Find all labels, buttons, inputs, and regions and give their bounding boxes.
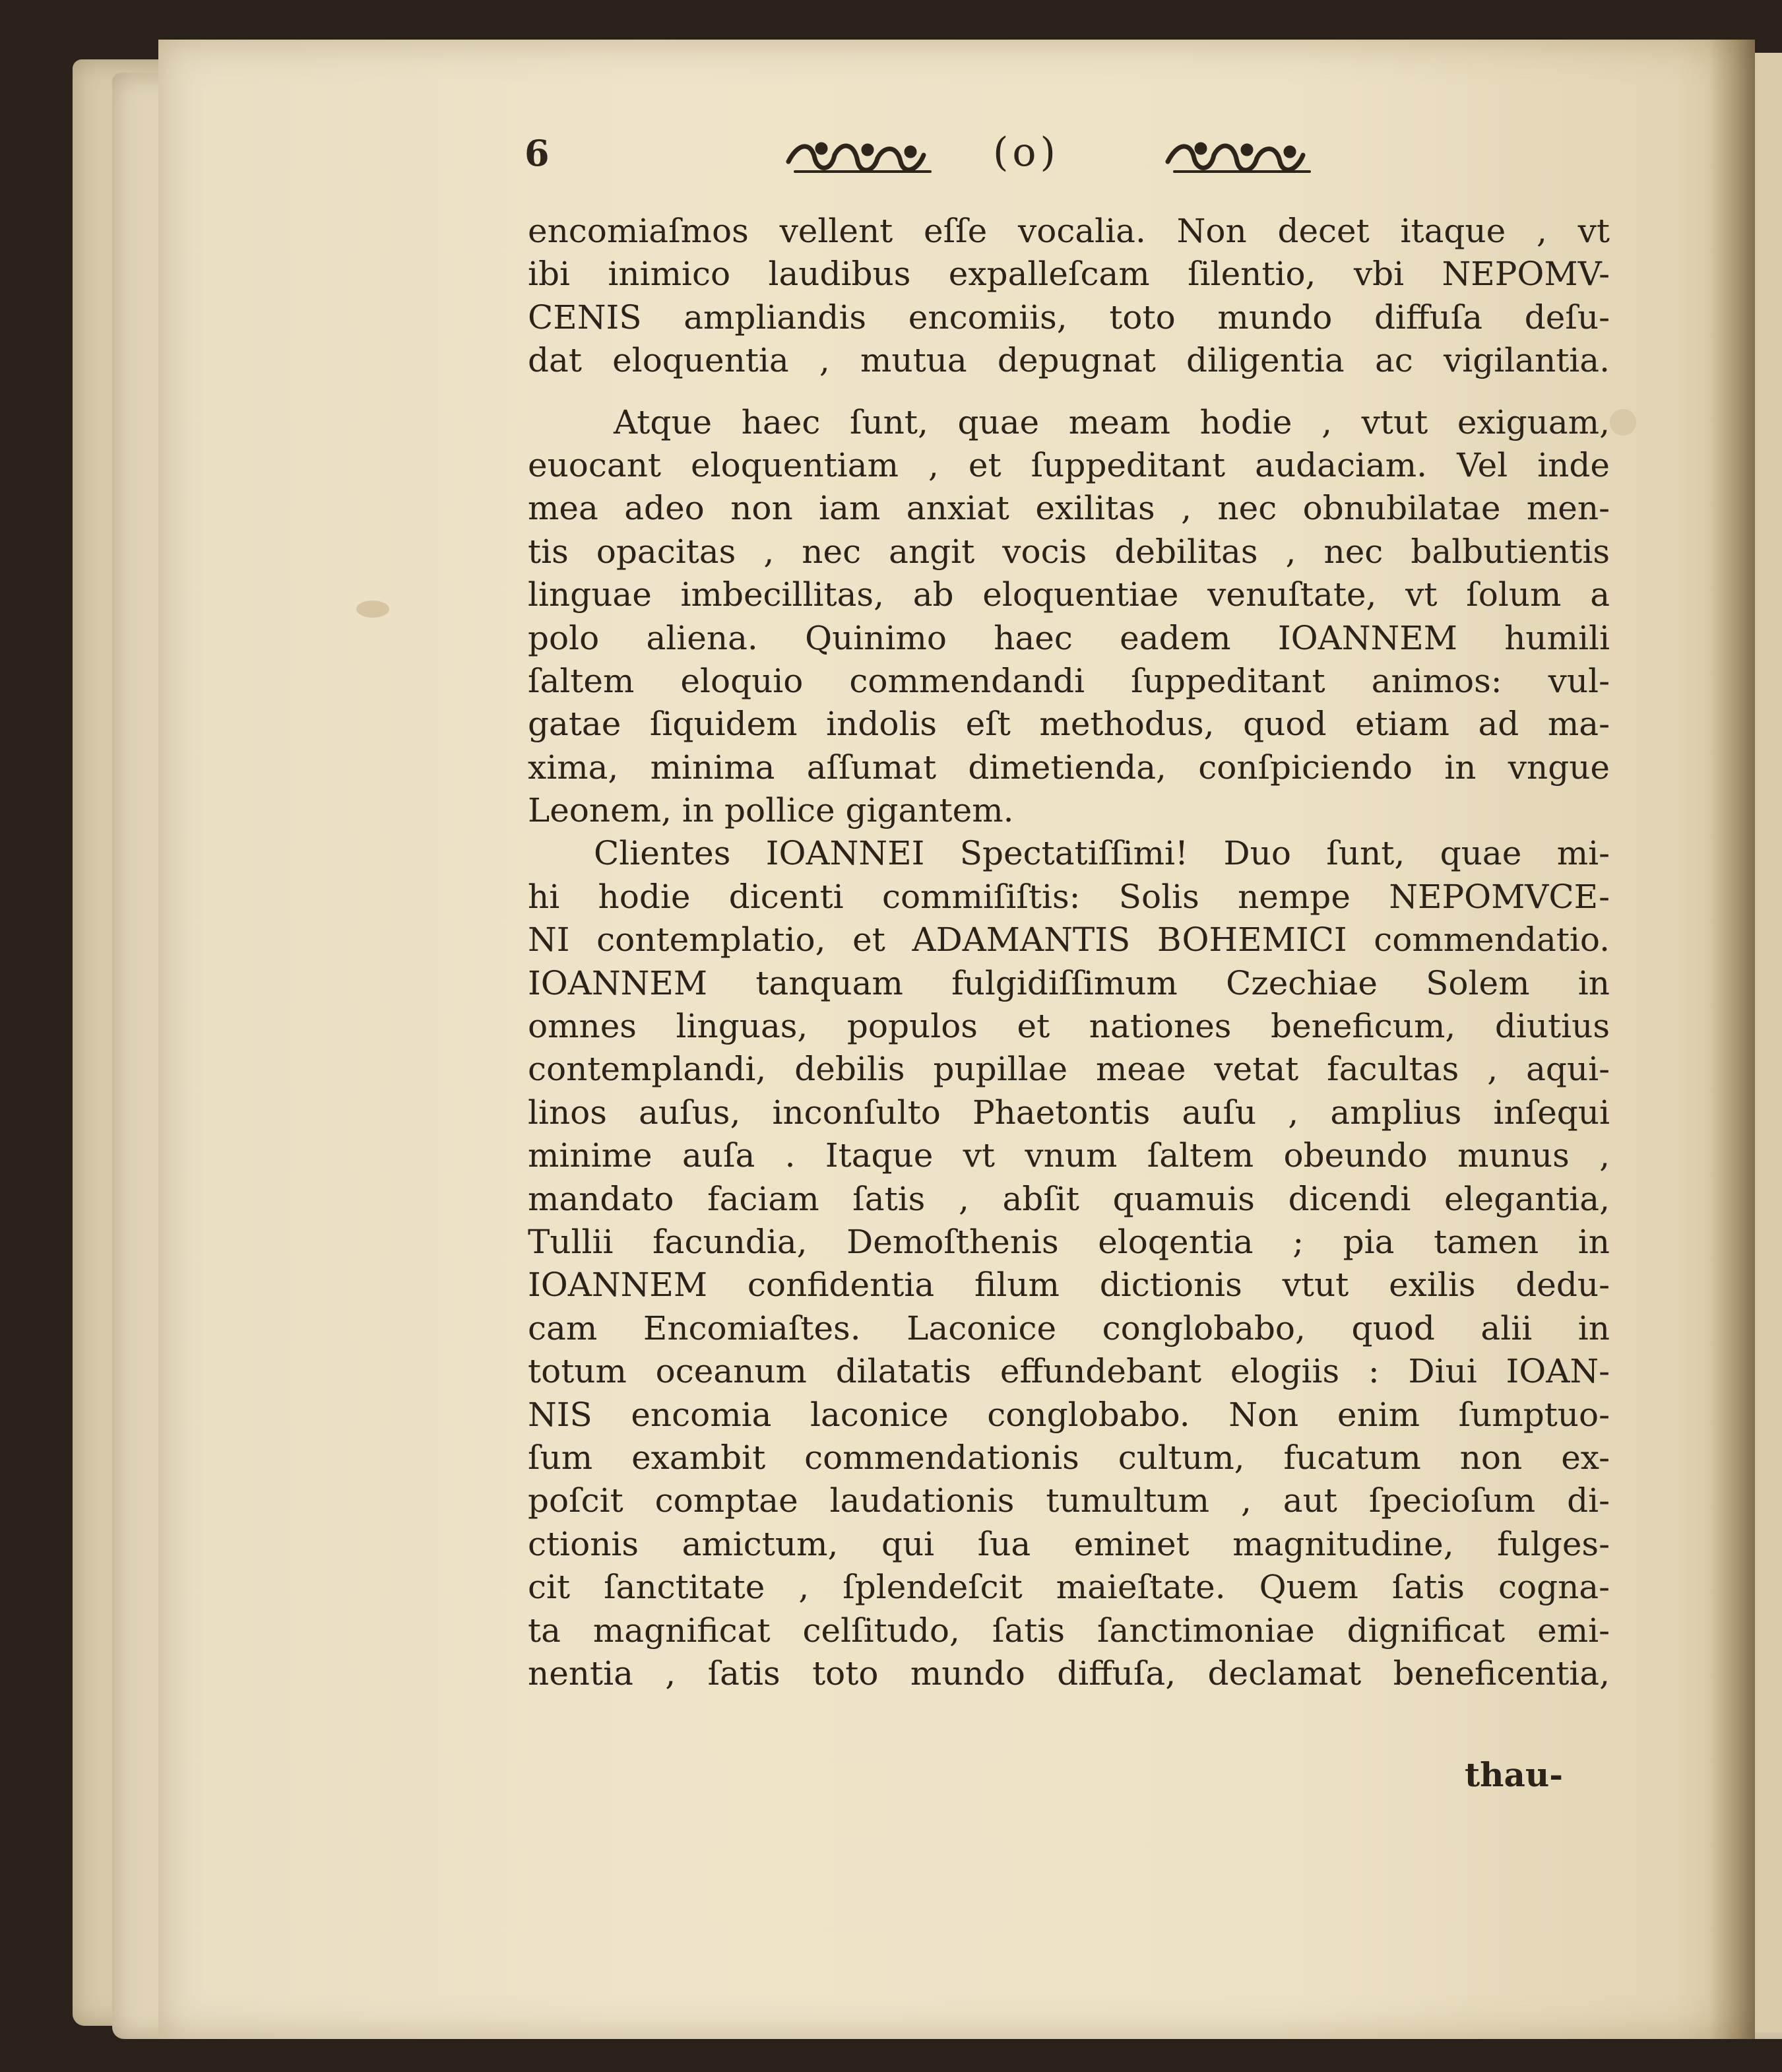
paragraph-3 xyxy=(528,832,1610,1695)
text-line: ſaltem eloquio commendandi ſuppeditant animos: vul- xyxy=(528,661,1610,700)
text-line: minime auſa . Itaque vt vnum ſaltem obeundo munus , xyxy=(528,1136,1610,1175)
text-line: cam Encomiaſtes. Laconice conglobabo, quod alii in xyxy=(528,1309,1610,1347)
text-line: mandato faciam ſatis , abſit quamuis dicendi elegantia, xyxy=(528,1179,1610,1218)
text-line: totum oceanum dilatatis effundebant elogiis : Diui IOAN- xyxy=(528,1352,1610,1391)
text-line: ibi inimico laudibus expalleſcam ſilentio, vbi NEPOMV- xyxy=(528,255,1610,294)
paper-stain xyxy=(1610,409,1636,436)
text-line: contemplandi, debilis pupillae meae vetat facultas , aqui- xyxy=(528,1050,1610,1089)
text-line: Clientes IOANNEI Spectatiſſimi! Duo ſunt, quae mi- xyxy=(594,834,1610,873)
text-line: omnes linguas, populos et nationes beneficum, diutius xyxy=(528,1007,1610,1046)
catchword: thau- xyxy=(1465,1755,1563,1794)
facing-page-edge xyxy=(1752,53,1782,2032)
text-line: CENIS ampliandis encomiis, toto mundo diffuſa deſu- xyxy=(528,298,1610,337)
right-fleuron-ornament-icon xyxy=(1161,135,1320,181)
text-line: poſcit comptae laudationis tumultum , aut ſpecioſum di- xyxy=(528,1481,1610,1520)
text-line: ſum exambit commendationis cultum, fucatum non ex- xyxy=(528,1438,1610,1477)
text-line: polo aliena. Quinimo haec eadem IOANNEM humili xyxy=(528,618,1610,657)
text-line: tis opacitas , nec angit vocis debilitas , nec balbutientis xyxy=(528,532,1610,571)
text-line: encomiaſmos vellent eſſe vocalia. Non decet itaque , vt xyxy=(528,212,1610,250)
text-line: NI contemplatio, et ADAMANTIS BOHEMICI commendatio. xyxy=(528,921,1610,959)
text-line: IOANNEM tanquam fulgidiſſimum Czechiae Solem in xyxy=(528,963,1610,1002)
text-line: mea adeo non iam anxiat exilitas , nec obnubilatae men- xyxy=(528,489,1610,528)
text-line: cit ſanctitate , ſplendeſcit maieſtate. Quem ſatis cogna- xyxy=(528,1568,1610,1607)
header-center-mark: (o) xyxy=(993,129,1060,176)
paper-stain xyxy=(356,600,389,618)
text-line: linguae imbecillitas, ab eloquentiae venuſtate, vt ſolum a xyxy=(528,575,1610,614)
text-line: Atque haec ſunt, quae meam hodie , vtut exiguam, xyxy=(614,403,1610,441)
text-line: euocant eloquentiam , et ſuppeditant audaciam. Vel inde xyxy=(528,445,1610,484)
text-line: xima, minima aſſumat dimetienda, conſpiciendo in vngue xyxy=(528,748,1610,787)
paragraph-2 xyxy=(528,401,1610,833)
text-line: dat eloquentia , mutua depugnat diligentia ac vigilantia. xyxy=(528,341,1610,380)
text-line: ctionis amictum, qui ſua eminet magnitudine, fulges- xyxy=(528,1524,1610,1563)
text-line: linos auſus, inconſulto Phaetontis auſu , amplius inſequi xyxy=(528,1093,1610,1132)
text-line: IOANNEM confidentia filum dictionis vtut exilis dedu- xyxy=(528,1266,1610,1305)
body-text xyxy=(528,210,1610,1695)
text-line: Tullii facundia, Demoſthenis eloqentia ; pia tamen in xyxy=(528,1222,1610,1261)
text-line: hi hodie dicenti commiſiſtis: Solis nempe NEPOMVCE- xyxy=(528,877,1610,916)
paragraph-1 xyxy=(528,210,1610,383)
text-line: NIS encomia laconice conglobabo. Non enim ſumptuo- xyxy=(528,1395,1610,1434)
text-line: gatae ſiquidem indolis eſt methodus, quod etiam ad ma- xyxy=(528,705,1610,744)
page-gutter-shadow xyxy=(1709,40,1755,2039)
text-line: Leonem, in pollice gigantem. xyxy=(528,791,1014,830)
text-line: ta magnificat celſitudo, ſatis ſanctimoniae dignificat emi- xyxy=(528,1611,1610,1650)
text-line: nentia , ſatis toto mundo diffuſa, declamat beneficentia, xyxy=(528,1654,1610,1693)
left-fleuron-ornament-icon xyxy=(782,135,940,181)
page-number: 6 xyxy=(525,132,550,174)
